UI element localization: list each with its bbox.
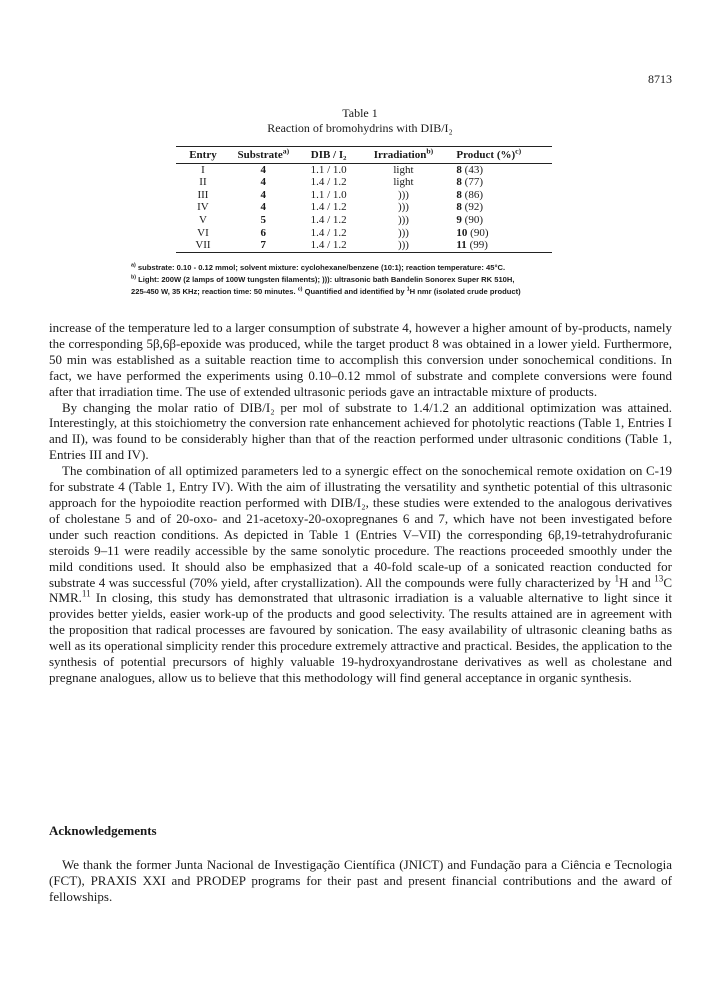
cell-dib: 1.4 / 1.2 — [310, 201, 347, 214]
cell-irradiation: ))) — [397, 188, 409, 201]
paragraph: increase of the temperature led to a larger consumption of substrate 4, however a higher amount of by-products, namely the corresponding 5β,6β-epoxide was produced, while the target product 8 was obtained in a lower yield. Furthermore, 50 min was established as a suitable reaction time to accomplish this conversion under sonochemical conditions. In fact, we have performed the experiments using 0.10–0.12 mmol of substrate and complete conversions were found after that irradiation time. The use of extended ultrasonic periods gave an intractable mixture of products. — [49, 320, 672, 399]
cell-dib: 1.1 / 1.0 — [310, 163, 347, 176]
header-irradiation: Irradiation$^{b)}$ — [361, 147, 447, 164]
cell-substrate: 4 — [260, 176, 267, 189]
table-caption — [0, 106, 720, 136]
acknowledgements-heading: Acknowledgements — [49, 823, 157, 838]
header-dib: DIB / I₂ — [297, 147, 361, 164]
cell-entry: VI — [197, 226, 209, 239]
cell-substrate: 4 — [260, 201, 267, 214]
header-product: Product (%)$^{c)}$ — [446, 147, 552, 164]
footnote-mark: a) — [282, 146, 290, 156]
cell-irradiation: ))) — [397, 226, 409, 239]
cell-irradiation: light — [393, 176, 414, 189]
main-text — [49, 320, 672, 686]
cell-irradiation: light — [393, 163, 414, 176]
cell-substrate: 4 — [260, 188, 267, 201]
cell-entry: I — [201, 163, 205, 176]
cell-product: 9 (90) — [456, 213, 483, 226]
header-substrate: Substrate$^{a)}$ — [230, 147, 297, 164]
cell-product: 8 (43) — [456, 163, 483, 176]
cell-entry: IV — [197, 201, 209, 214]
cell-irradiation: ))) — [397, 201, 409, 214]
cell-dib: 1.4 / 1.2 — [310, 176, 347, 189]
cell-entry: III — [197, 188, 209, 201]
cell-irradiation: ))) — [397, 213, 409, 226]
cell-substrate: 7 — [230, 239, 297, 252]
cell-substrate: 5 — [260, 213, 267, 226]
footnote-a: $^{a)}$ substrate: 0.10 - 0.12 mmol; solvent mixture: cyclohexane/benzene (10:1); reaction temperature: 45°C. — [131, 262, 506, 272]
cell-product: 8 (86) — [456, 188, 483, 201]
cell-product: 11 (99) — [446, 239, 552, 252]
table-row — [176, 176, 552, 189]
table-label: Table 1 — [342, 106, 378, 120]
cell-dib: 1.4 / 1.2 — [297, 239, 361, 252]
cell-dib: 1.4 / 1.2 — [310, 213, 347, 226]
cell-product: 10 (90) — [456, 226, 489, 239]
paragraph: The combination of all optimized parameters led to a synergic effect on the sonochemical remote oxidation on C-19 for substrate 4 (Table 1, Entry IV). With the aim of illustrating the versatility and synthetic potential of this ultrasonic approach for the hypoiodite reaction performed with DIB/I₂, these studies were extended to the analogous derivatives of cholestane 5 and of 20-oxo- and 21-acetoxy-20-oxopregnanes 6 and 7, which have not been investigated before under such reaction conditions. As depicted in Table 1 (Entries V–VII) the corresponding 6β,19-tetrahydrofuranic steroids 9–11 were readily accessible by the same sonolytic procedure. The reactions proceeded smoothly under the mild conditions used. It should also be emphasized that a 40-fold scale-up of a sonicated reaction conducted for substrate 4 was successful (70% yield, after crystallization). All the compounds were fully characterized by $^1$H and $^{13}$C NMR.$^{11}$ In closing, this study has demonstrated that ultrasonic irradiation is a valuable alternative to light since it provides better yields, easier work-up of the products and good selectivity. The results attained are in agreement with the proposition that radical processes are favoured by sonication. The easy availability of ultrasonic cleaning baths as well as its operational simplicity render this procedure extremely attractive and practical. Besides, the application to the synthesis of potential precursors of highly valuable 19-hydroxyandrostane derivatives as well as cholestane and pregnane analogues, allow us to believe that this methodology will find general acceptance in organic synthesis. — [49, 463, 672, 685]
footnote-mark: b) — [426, 146, 434, 156]
table-row — [176, 214, 552, 227]
acknowledgements-text: We thank the former Junta Nacional de Investigação Científica (JNICT) and Fundação para a Ciência e Tecnologia (FCT), PRAXIS XXI and PRODEP programs for their past and present financial contributions and the award of fellowships. — [49, 857, 672, 904]
data-table — [176, 146, 552, 253]
cell-entry: II — [199, 176, 207, 189]
table-footnotes — [131, 262, 601, 298]
cell-substrate: 6 — [260, 226, 267, 239]
cell-dib: 1.4 / 1.2 — [310, 226, 347, 239]
table-row — [176, 201, 552, 214]
table-row — [176, 227, 552, 240]
cell-product: 8 (77) — [456, 176, 483, 189]
table-title: Reaction of bromohydrins with DIB/I₂ — [267, 121, 453, 135]
table-row — [176, 189, 552, 202]
cell-entry: V — [198, 213, 207, 226]
footnote-b: $^{b)}$ Light: 200W (2 lamps of 100W tungsten filaments); ))): ultrasonic bath Bandelin Sonorex Super RK 510H, — [131, 274, 515, 284]
page-number: 8713 — [648, 72, 672, 86]
cell-entry: VII — [176, 239, 230, 252]
cell-dib: 1.1 / 1.0 — [310, 188, 347, 201]
cell-irradiation: ))) — [361, 239, 447, 252]
results-table — [176, 146, 552, 253]
table-row — [176, 163, 552, 176]
table-header-row — [176, 147, 552, 164]
table-row — [176, 239, 552, 252]
cell-product: 8 (92) — [456, 201, 483, 214]
header-entry: Entry — [176, 147, 230, 164]
paragraph: By changing the molar ratio of DIB/I₂ per mol of substrate to 1.4/1.2 an additional optimization was attained. Interestingly, at this stoichiometry the conversion rate enhancement achieved for photolytic reactions (Table 1, Entries I and II), was found to be considerably higher than that of the reaction performed under ultrasonic conditions (Table 1, Entries III and IV). — [49, 399, 672, 463]
cell-substrate: 4 — [260, 163, 267, 176]
footnote-mark: c) — [515, 146, 522, 156]
footnote-b-continued: 225-450 W, 35 KHz; reaction time: 50 minutes. $^{c)}$ Quantified and identified by $^1$H nmr (isolated crude product) — [131, 286, 521, 296]
